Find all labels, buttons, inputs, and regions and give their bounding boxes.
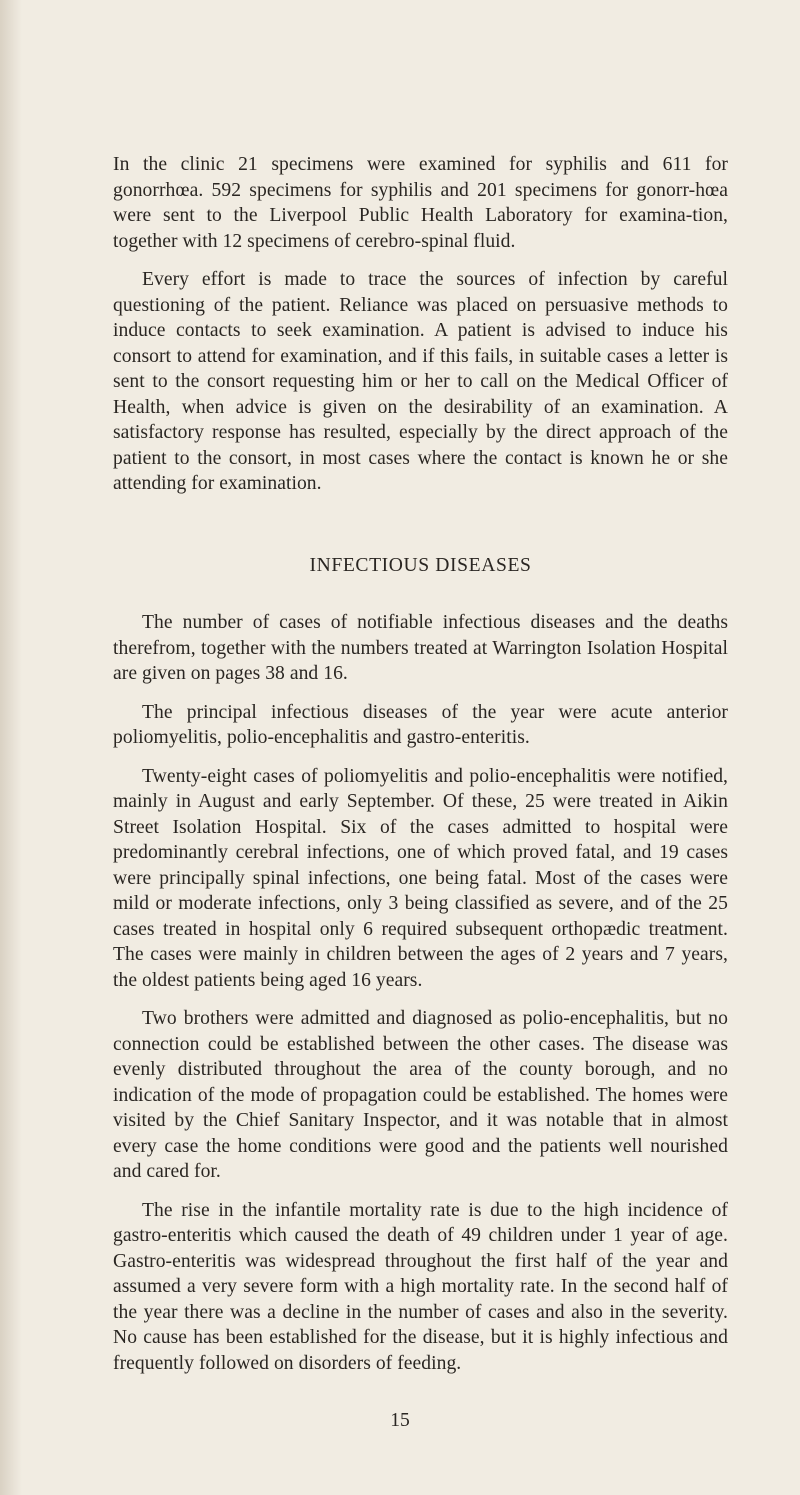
paragraph-tracing-infection: Every effort is made to trace the sources of infection by careful questioning of the patient. Reliance was placed on persuasive methods to induce contacts to seek examination. A patient is advised to induce his consort to attend for examination, and if this fails, in suitable cases a letter is sent to the consort requesting him or her to call on the Medical Officer of Health, when advice is given on the desirability of an examination. A satisfactory response has resulted, especially by the direct approach of the patient to the consort, in most cases where the contact is known he or she attending for examination. [113, 269, 728, 494]
paragraph-two-brothers: Two brothers were admitted and diagnosed as polio-encephalitis, but no connection could be established between the other cases. The disease was evenly distributed throughout the area of the county borough, and no indication of the mode of propagation could be established. The homes were visited by the Chief Sanitary Inspector, and it was notable that in almost every case the home conditions were good and the patients well nourished and cared for. [113, 1008, 728, 1182]
paragraph-principal-diseases: The principal infectious diseases of the year were acute anterior poliomyelitis, polio-encephalitis and gastro-enteritis. [113, 701, 728, 748]
paragraph-infantile-mortality: The rise in the infantile mortality rate is due to the high incidence of gastro-enteritis which caused the death of 49 children under 1 year of age. Gastro-enteritis was widespread throughout the first half of the year and assumed a very severe form with a high mortality rate. In the second half of the year there was a decline in the number of cases and also in the severity. No cause has been established for the disease, but it is highly infectious and frequently followed on disorders of feeding. [113, 1199, 728, 1374]
paragraph-notifiable-diseases: The number of cases of notifiable infectious diseases and the deaths therefrom, together with the numbers treated at Warrington Isolation Hospital are given on pages 38 and 16. [113, 612, 728, 684]
infectious-diseases-section [113, 610, 728, 1376]
page-edge-shadow [0, 0, 22, 1495]
section-heading: INFECTIOUS DISEASES [309, 555, 532, 576]
page-number: 15 [390, 1410, 410, 1431]
paragraph-clinic-specimens: In the clinic 21 specimens were examined for syphilis and 611 for gonorrhœa. 592 specimens for syphilis and 201 specimens for gonorr-hœa were sent to the Liverpool Public Health Laboratory for examina-tion, together with 12 specimens of cerebro-spinal fluid. [113, 154, 728, 252]
top-text-block [113, 152, 728, 497]
paragraph-poliomyelitis-cases: Twenty-eight cases of poliomyelitis and polio-encephalitis were notified, mainly in August and early September. Of these, 25 were treated in Aikin Street Isolation Hospital. Six of the cases admitted to hospital were predominantly cerebral infections, one of which proved fatal, and 19 cases were principally spinal infections, one being fatal. Most of the cases were mild or moderate infections, only 3 being classified as severe, and of the 25 cases treated in hospital only 6 required subsequent orthopædic treatment. The cases were mainly in children between the ages of 2 years and 7 years, the oldest patients being aged 16 years. [113, 765, 728, 991]
